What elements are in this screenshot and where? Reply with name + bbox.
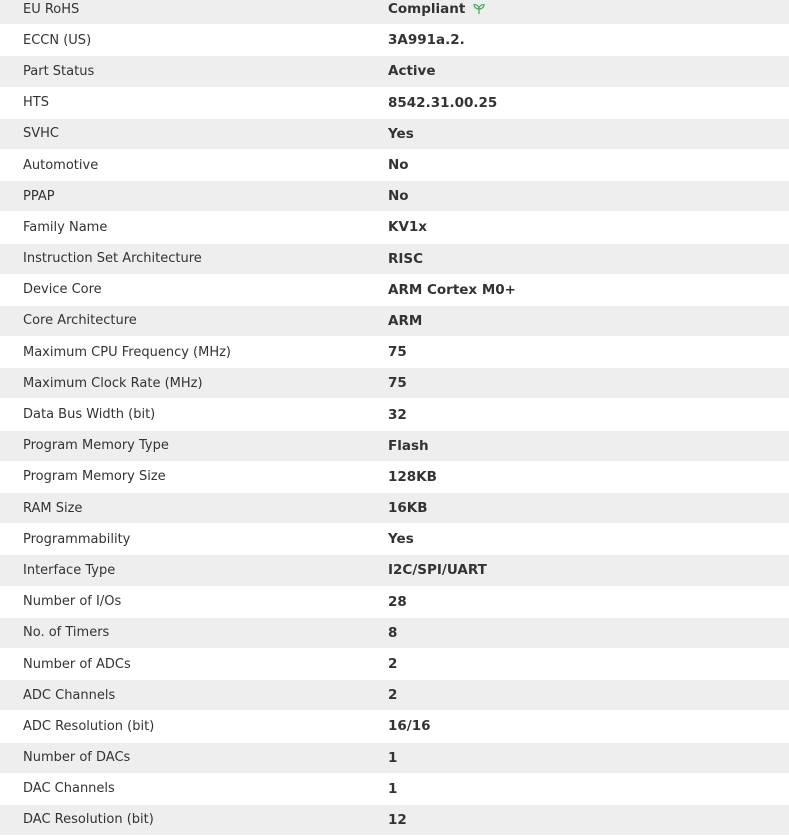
spec-label: Instruction Set Architecture: [23, 251, 202, 267]
spec-label: ADC Channels: [23, 687, 116, 703]
spec-row-max-clock-rate: [0, 368, 789, 399]
spec-value: No: [388, 188, 409, 205]
spec-label: DAC Channels: [23, 781, 115, 797]
spec-value: No: [388, 157, 409, 174]
spec-value: Active: [388, 63, 436, 80]
spec-label: Interface Type: [23, 562, 116, 578]
spec-label: ECCN (US): [23, 32, 92, 48]
spec-label: EU RoHS: [23, 1, 80, 17]
spec-value: 16/16: [388, 718, 431, 735]
spec-value: 1: [388, 749, 398, 766]
spec-value: Compliant: [388, 1, 466, 18]
spec-label: No. of Timers: [23, 625, 110, 641]
spec-value: 128KB: [388, 468, 437, 485]
spec-row-eccn: [0, 25, 789, 56]
spec-value: Yes: [388, 531, 414, 548]
spec-label: HTS: [23, 95, 49, 111]
spec-value: 16KB: [388, 500, 428, 517]
spec-label: PPAP: [23, 188, 55, 204]
spec-row-timers: [0, 618, 789, 649]
spec-row-interface-type: [0, 555, 789, 586]
spec-value: RISC: [388, 250, 424, 267]
spec-label: Number of ADCs: [23, 656, 131, 672]
spec-row-ram-size: [0, 493, 789, 524]
spec-value: ARM: [388, 312, 423, 329]
spec-row-adc-resolution: [0, 711, 789, 742]
spec-row-max-cpu-frequency: [0, 337, 789, 368]
spec-value: 8: [388, 624, 398, 641]
spec-row-family-name: [0, 212, 789, 243]
spec-value: ARM Cortex M0+: [388, 281, 516, 298]
spec-row-data-bus-width: [0, 399, 789, 430]
spec-value: 12: [388, 811, 407, 828]
spec-value: Yes: [388, 125, 414, 142]
spec-value: 1: [388, 780, 398, 797]
spec-row-automotive: [0, 150, 789, 181]
spec-row-adc-channels: [0, 680, 789, 711]
spec-label: RAM Size: [23, 500, 83, 516]
spec-row-hts: [0, 88, 789, 119]
spec-label: Program Memory Size: [23, 469, 166, 485]
spec-label: Program Memory Type: [23, 438, 169, 454]
spec-row-device-core: [0, 275, 789, 306]
spec-label: Part Status: [23, 63, 95, 79]
spec-label: Family Name: [23, 219, 108, 235]
spec-row-instruction-set: [0, 244, 789, 275]
spec-label: Core Architecture: [23, 313, 137, 329]
spec-label: DAC Resolution (bit): [23, 812, 154, 828]
spec-label: SVHC: [23, 126, 59, 142]
spec-value: Flash: [388, 437, 429, 454]
spec-label: Number of DACs: [23, 750, 131, 766]
spec-value: 32: [388, 406, 407, 423]
spec-row-program-memory-type: [0, 431, 789, 462]
spec-value: 75: [388, 344, 407, 361]
spec-label: Data Bus Width (bit): [23, 407, 156, 423]
spec-row-program-memory-size: [0, 462, 789, 493]
spec-value: KV1x: [388, 219, 428, 236]
spec-row-dac-resolution: [0, 805, 789, 836]
spec-value: 75: [388, 375, 407, 392]
spec-value: I2C/SPI/UART: [388, 562, 487, 579]
spec-value: 8542.31.00.25: [388, 94, 498, 111]
spec-label: Device Core: [23, 282, 102, 298]
spec-value: 2: [388, 687, 398, 704]
spec-value: 28: [388, 593, 407, 610]
spec-row-number-of-ios: [0, 587, 789, 618]
spec-row-number-of-dacs: [0, 743, 789, 774]
spec-label: Programmability: [23, 531, 131, 547]
spec-row-eu-rohs: [0, 0, 789, 25]
spec-row-core-architecture: [0, 306, 789, 337]
spec-value-cell: [388, 1, 789, 17]
spec-label: Maximum CPU Frequency (MHz): [23, 344, 231, 360]
spec-row-dac-channels: [0, 774, 789, 805]
spec-label: Automotive: [23, 157, 99, 173]
spec-label: ADC Resolution (bit): [23, 718, 155, 734]
spec-row-programmability: [0, 524, 789, 555]
spec-value: 2: [388, 656, 398, 673]
spec-label: Number of I/Os: [23, 594, 122, 610]
spec-row-part-status: [0, 56, 789, 87]
spec-row-ppap: [0, 181, 789, 212]
leaf-icon: [472, 3, 486, 15]
spec-label: Maximum Clock Rate (MHz): [23, 375, 203, 391]
spec-value: 3A991a.2.: [388, 32, 465, 49]
spec-row-number-of-adcs: [0, 649, 789, 680]
spec-row-svhc: [0, 119, 789, 150]
